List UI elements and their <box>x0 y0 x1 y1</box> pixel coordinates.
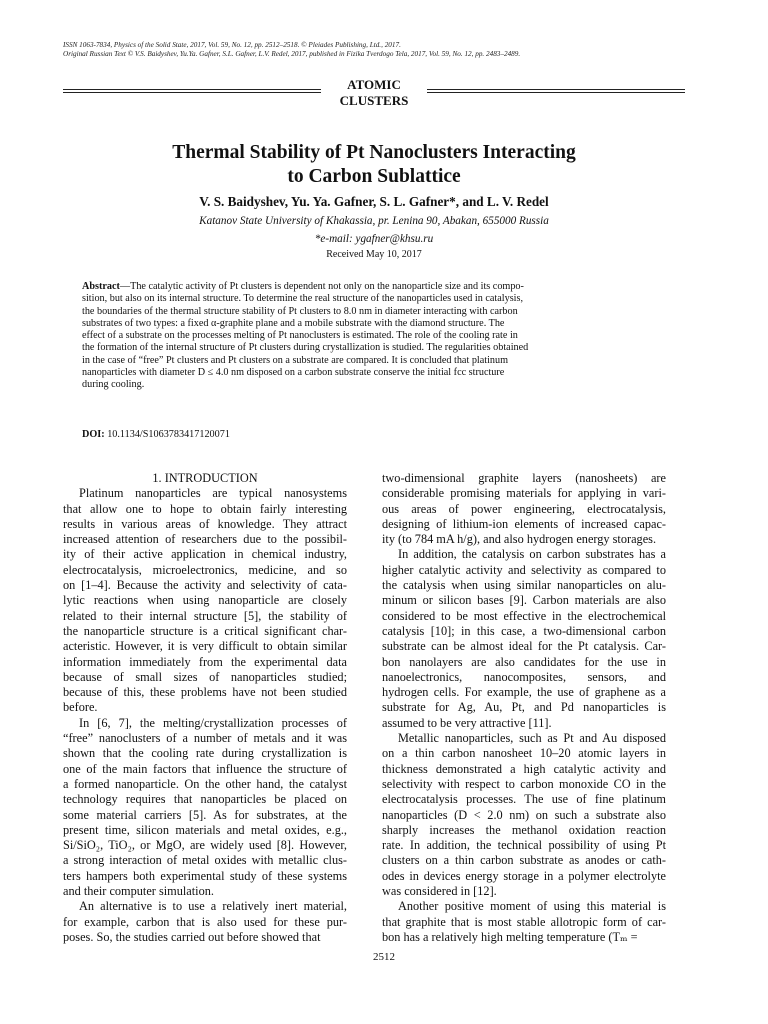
text-line: technology requires that nanoparticles be placed on <box>63 792 347 807</box>
journal-header <box>63 41 713 59</box>
text-line: clusters on a thin carbon substrate as anodes or cath- <box>382 853 666 868</box>
text-line: assumed to be very attractive [11]. <box>382 715 552 730</box>
page-number: 2512 <box>373 951 395 963</box>
text-line: present time, silicon materials and metal oxides, e.g., <box>63 822 347 837</box>
text-line: substrate can be almost ideal for the Pt catalysis. Car- <box>382 639 666 654</box>
abstract-line: nanoparticles with diameter D ≤ 4.0 nm disposed on a carbon substrate conserve the initial fcc structure <box>82 367 505 379</box>
text-line: rate. In addition, the technical possibility of using Pt <box>382 838 666 853</box>
abstract-line: Abstract—The catalytic activity of Pt clusters is dependent not only on the nanoparticle size and its compo- <box>82 281 524 292</box>
text-line: sharply increases the methanol oxidation reaction <box>382 822 666 837</box>
paper-title <box>63 141 685 189</box>
text-line: was considered in [12]. <box>382 884 497 899</box>
authors: V. S. Baidyshev, Yu. Ya. Gafner, S. L. Gafner*, and L. V. Redel <box>199 194 549 209</box>
text-line: selectivity with respect to carbon monoxide CO in the <box>382 776 666 791</box>
column-right <box>382 471 666 945</box>
text-line: before. <box>63 700 98 715</box>
text-line: thickness demonstrated a high catalytic activity and <box>382 761 666 776</box>
abstract <box>82 281 685 392</box>
text-line: minum or silicon bases [9]. Carbon materials are also <box>382 593 666 608</box>
text-line: on [1–4]. Because the activity and selectivity of cata- <box>63 578 347 593</box>
section-label-line-1: ATOMIC <box>347 77 401 92</box>
abstract-line: effect of a substrate on the processes melting of Pt nanoclusters is estimated. The role of the cooling rate in <box>82 330 518 342</box>
text-line: electrocatalysis processes. The use of fine platinum <box>382 792 666 807</box>
abstract-line: substrates of two types: a fixed α-graphite plane and a mobile substrate with the diamond structure. The <box>82 317 505 329</box>
text-line: some material carriers [5]. As for substrates, at the <box>63 807 347 822</box>
text-line: bon has a relatively high melting temperature (Tₘ = <box>382 929 638 944</box>
text-line: Metallic nanoparticles, such as Pt and Au disposed <box>398 731 666 746</box>
text-line: Another positive moment of using this material is <box>398 899 666 914</box>
text-line: one of the main factors that influence the structure of <box>63 761 347 776</box>
text-line: catalysis [10]; in this case, a two-dimensional carbon <box>382 623 666 638</box>
text-line: nanoparticles (D < 2.0 nm) on such a substrate also <box>382 807 666 822</box>
text-line: In [6, 7], the melting/crystallization processes of <box>79 715 347 730</box>
text-line: odes in devices energy storage in a polymer electrolyte <box>382 868 666 883</box>
section-heading-introduction: 1. INTRODUCTION <box>152 471 258 485</box>
text-line: In addition, the catalysis on carbon substrates has a <box>398 547 666 562</box>
text-line: because of this, these problems have not been studied <box>63 685 347 700</box>
text-line: electrocatalysis, microelectronics, medicine, and so <box>63 562 347 577</box>
text-line: ity (to 784 mA h/g), and also hydrogen energy storages. <box>382 532 657 547</box>
text-line: ters hampers both experimental study of these systems <box>63 868 347 883</box>
text-line: ity of their active application in chemical industry, <box>63 547 347 562</box>
column-left-body <box>63 486 347 945</box>
text-line: that graphite that is most stable allotropic form of car- <box>382 914 666 929</box>
section-label-line-2: CLUSTERS <box>339 93 409 108</box>
journal-header-line-1: ISSN 1063-7834, Physics of the Solid State, 2017, Vol. 59, No. 12, pp. 2512–2518. © Pleiades Publishing, Ltd., 2017. <box>63 41 401 49</box>
paper-title-line-1: Thermal Stability of Pt Nanoclusters Interacting <box>172 142 576 163</box>
abstract-line: during cooling. <box>82 379 145 391</box>
text-line: bon nanolayers are also candidates for the use in <box>382 654 666 669</box>
received-date: Received May 10, 2017 <box>326 249 422 260</box>
affiliation: Katanov State University of Khakassia, pr. Lenina 90, Abakan, 655000 Russia <box>199 215 549 227</box>
text-line: two-dimensional graphite layers (nanosheets) are <box>382 471 666 485</box>
text-line: substrate for Ag, Au, Pt, and Pd nanoparticles is <box>382 700 666 715</box>
text-line: Si/SiO₂, TiO₂, or MgO, are widely used [8]. However, <box>63 838 347 853</box>
text-line: a strong interaction of metal oxides with metallic clus- <box>63 853 347 868</box>
text-line: ous areas of power engineering, electrocatalysis, <box>382 501 666 516</box>
text-line: related to their internal structure [5], the stability of <box>63 608 347 623</box>
text-line: An alternative is to use a relatively inert material, <box>79 899 347 914</box>
text-line: “free” nanoclusters of a number of metals and it was <box>63 731 347 746</box>
abstract-line: in the case of “free” Pt clusters and Pt clusters on a substrate are compared. It is concluded that platinum <box>82 354 509 366</box>
text-line: considerable promising materials for applying in vari- <box>382 486 666 501</box>
doi-label: DOI: <box>82 429 105 440</box>
text-line: increased attention of researchers due to the possibil- <box>63 532 347 547</box>
doi <box>82 429 230 440</box>
text-line: information immediately from the experimental data <box>63 654 347 669</box>
text-line: results in various areas of knowledge. They attract <box>63 516 347 531</box>
text-line: the catalysis when using similar nanoparticles on alu- <box>382 578 666 593</box>
column-left <box>63 471 347 945</box>
text-line: nanoelectronics, nanocomposites, sensors, and <box>382 669 666 684</box>
text-line: considered to be most effective in the electrochemical <box>382 608 666 623</box>
text-line: lytic reactions when using nanoparticle are closely <box>63 593 347 608</box>
email: *e-mail: ygafner@khsu.ru <box>314 233 434 245</box>
text-line: hydrogen cells. For example, the use of graphene as a <box>382 685 666 700</box>
text-line: a formed nanoparticle. On the other hand, the catalyst <box>63 776 347 791</box>
text-line: because of small sizes of nanoparticles studied; <box>63 669 347 684</box>
text-line: and their computer simulation. <box>63 884 214 899</box>
text-line: on a thin carbon nanosheet 10–20 atomic layers in <box>382 746 666 761</box>
paper-title-line-2: to Carbon Sublattice <box>287 166 461 187</box>
text-line: for example, carbon that is also used for these pur- <box>63 914 347 929</box>
text-line: higher catalytic activity and selectivity as compared to <box>382 562 666 577</box>
text-line: acteristic. However, it is very difficult to obtain similar <box>63 639 347 654</box>
doi-value: 10.1134/S1063783417120071 <box>107 429 230 440</box>
text-line: the nanoparticle structure is a critical significant char- <box>63 623 347 638</box>
abstract-line: the boundaries of the thermal structure stability of Pt clusters to 8.0 nm in diameter interacting with carbon <box>82 305 518 317</box>
journal-header-line-2: Original Russian Text © V.S. Baidyshev, Yu.Ya. Gafner, S.L. Gafner, L.V. Redel, 2017, published in Fizika Tverdogo Tela, 2017, Vol. 59, No. 12, pp. 2483–2489. <box>63 50 521 58</box>
text-line: designing of lithium-ion elements of increased capac- <box>382 516 666 531</box>
abstract-label: Abstract <box>82 281 120 292</box>
text-line: shown that the cooling rate during crystallization is <box>63 746 347 761</box>
text-line: that allow one to hope to obtain fairly interesting <box>63 501 347 516</box>
column-right-body <box>382 471 666 945</box>
text-line: Platinum nanoparticles are typical nanosystems <box>79 486 347 501</box>
abstract-line: the formation of the internal structure of Pt clusters during crystallization is studied. The regularities obtained <box>82 342 529 354</box>
text-line: poses. So, the studies carried out before showed that <box>63 929 321 944</box>
abstract-line: sition, but also on its internal structure. To determine the real structure of the nanoparticles used in catalysis, <box>82 293 524 305</box>
